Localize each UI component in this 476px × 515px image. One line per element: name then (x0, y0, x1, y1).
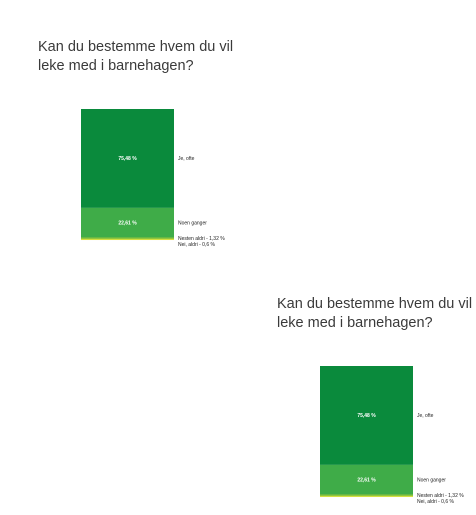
bar-segment (81, 239, 174, 240)
bar-segment (81, 237, 174, 239)
chart-title: Kan du bestemme hvem du vil leke med i barnehagen? (38, 39, 234, 74)
data-label: 75,48 % (357, 413, 376, 420)
data-label: 22,61 % (118, 220, 137, 227)
bar-segment (320, 494, 413, 496)
stacked-bar-chart (277, 295, 476, 515)
legend-item: Nei, aldri - 0,6 % (417, 499, 454, 506)
legend-item: Je, ofte (178, 156, 195, 163)
data-label: 75,48 % (118, 156, 137, 163)
chart-panel (38, 38, 278, 249)
legend-item: Nesten aldri - 1,32 % (178, 236, 225, 243)
stacked-bar-chart (38, 38, 278, 258)
legend-item: Nesten aldri - 1,32 % (417, 493, 464, 500)
legend-item: Nei, aldri - 0,6 % (178, 242, 215, 249)
chart-title: Kan du bestemme hvem du vil leke med i barnehagen? (277, 296, 473, 331)
legend-item: Noen ganger (178, 220, 207, 227)
chart-panel (277, 295, 476, 506)
legend-item: Noen ganger (417, 477, 446, 484)
data-label: 22,61 % (357, 477, 376, 484)
bar-segment (320, 496, 413, 497)
legend-item: Je, ofte (417, 413, 434, 420)
